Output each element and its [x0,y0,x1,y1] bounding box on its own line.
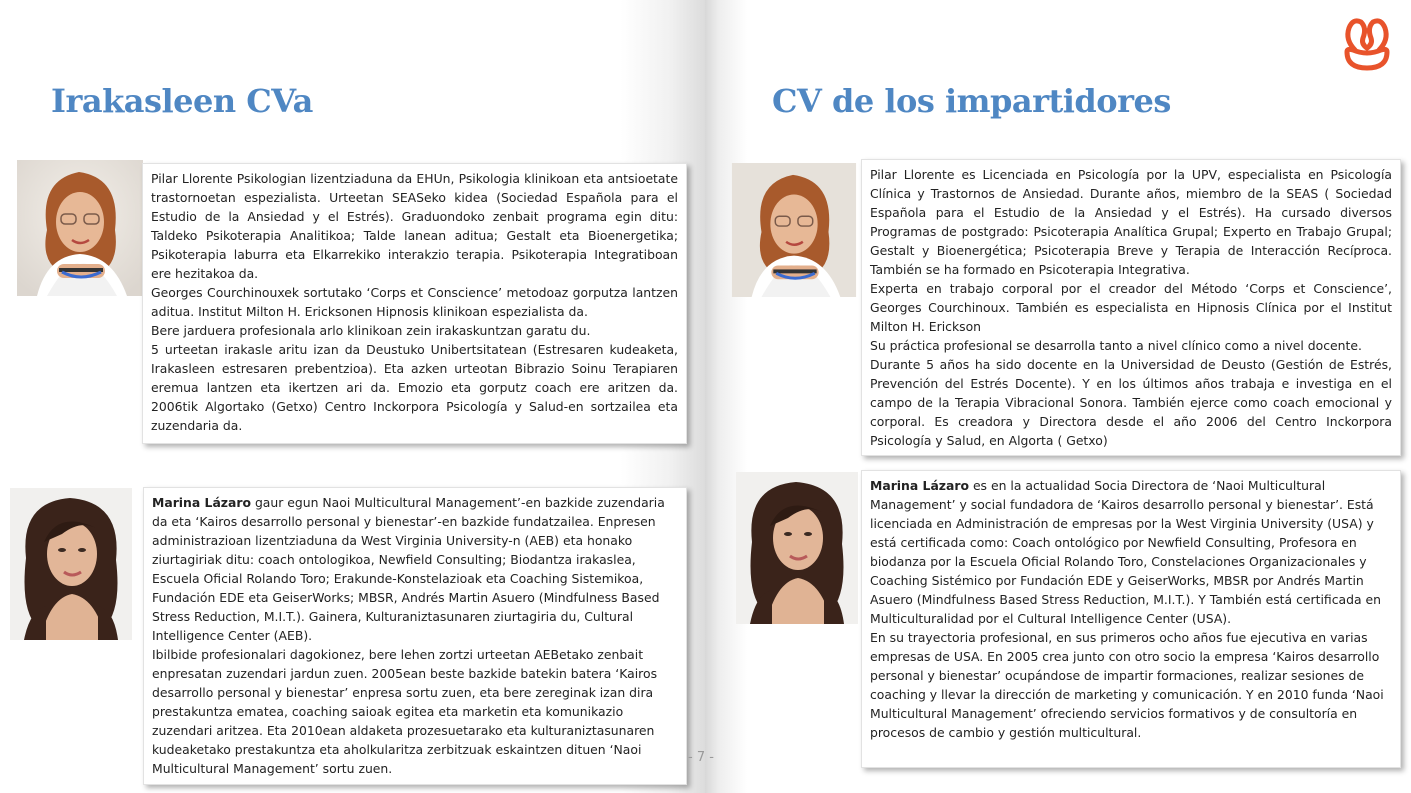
marina-photo [10,488,132,640]
right-page-title: CV de los impartidores [772,82,1171,120]
pilar-eu-paragraph: Bere jarduera profesionala arlo klinikoan zein irakaskuntzan garatu du. [151,323,591,338]
pilar-es-paragraph: Su práctica profesional se desarrolla tanto a nivel clínico como a nivel docente. [870,338,1362,353]
pilar-eu-paragraph: Pilar Llorente Psikologian lizentziaduna da EHUn, Psikologia klinikoan eta antsioetate trastornoetan espezialista. Urteetan SEASeko kidea (Sociedad Española para el Estudio de la Ansiedad y el Estrés). Graduondoko zenbait programa egin ditu: Taldeko Psikoterapia Analitikoa; Talde lanean aditua; Gestalt eta Bioenergetika; Psikoterapia laburra eta Elkarrekiko interakzio terapia. Psikoterapia Integratiboan ere hezitakoa da. [151,171,678,281]
pilar-photo [731,163,857,297]
pilar-es-paragraph: Pilar Llorente es Licenciada en Psicología por la UPV, especialista en Psicología Clínica y Trastornos de Ansiedad. Durante años, miembro de la SEAS ( Sociedad Española para el Estudio de la Ansiedad y el Estrés). Ha cursado diversos Programas de postgrado: Psicoterapia Analítica Grupal; Experto en Trabajo Grupal; Gestalt y Bioenergética; Psicoterapia Breve y Terapia de Interacción Recíproca. También se ha formado en Psicoterapia Integrativa. [870,167,1392,277]
marina-es-intro [870,476,1392,628]
orange-bag-logo-icon [1337,14,1397,74]
pilar-photo [17,160,143,296]
marina-es-intro-text: es en la actualidad Socia Directora de ‘Naoi Multicultural Management’ y social fundadora de ‘Kairos desarrollo personal y bienestar’. Está licenciada en Administración de empresas por la West Virginia University (USA) y está certificada como: Coach ontológico por Newfield Consulting, Profesora en biodanza por la Escuela Oficial Rolando Toro, Constelaciones Organizacionales y Coaching Sistémico por Fundación EDE y GeiserWorks, MBSR por Andrés Martin Asuero (Mindfulness Based Stress Reduction, M.I.T.). Y También está certificada en Multiculturalidad por el Cultural Intelligence Center (USA). [870,478,1381,626]
marina-cv-card-es [861,470,1401,768]
marina-es-paragraph: En su trayectoria profesional, en sus primeros ocho años fue ejecutiva en varias empresas de USA. En 2005 crea junto con otro socio la empresa ‘Kairos desarrollo personal y bienestar’ ocupándose de impartir formaciones, realizar sesiones de coaching y llevar la dirección de marketing y comunicación. Y en 2010 funda ‘Naoi Multicultural Management’ ofreciendo servicios formativos y de consultoría en procesos de cambio y gestión multicultural. [870,630,1384,740]
marina-eu-intro-text: gaur egun Naoi Multicultural Management’-en bazkide zuzendaria da eta ‘Kairos desarrollo personal y bienestar’-en bazkide fundatzailea. Enpresen administrazioan lizentziaduna da West Virginia University-n (AEB) eta honako ziurtagiriak ditu: coach ontologikoa, Newfield Consulting; Biodantza irakaslea, Escuela Oficial Rolando Toro; Erakunde-Konstelazioak eta Coaching Sistemikoa, Fundación EDE eta GeiserWorks; MBSR, Andrés Martin Asuero (Mindfulness Based Stress Reduction, M.I.T.). Gainera, Kulturaniztasunaren ziurtagiria du, Cultural Intelligence Center (AEB). [152,495,665,643]
marina-eu-paragraph: Ibilbide profesionalari dagokionez, bere lehen zortzi urteetan AEBetako zenbait enpresatan zuzendari jardun zuen. 2005ean beste bazkide batekin batera ‘Kairos desarrollo personal y bienestar’ enpresa sortu zuen, eta bere zereginak izan dira prestakuntza ematea, coaching saioak egitea eta marketin eta komunikazio zuzendari aritzea. Eta 2010ean aldaketa prozesuetarako eta kulturaniztasunaren kudeaketako prestakuntza eta aholkularitza zerbitzuak eskaintzen dituen ‘Naoi Multicultural Management’ sortu zuen. [152,647,658,776]
pilar-es-paragraph: Experta en trabajo corporal por el creador del Método ‘Corps et Conscience’, Georges Courchinoux. También es especialista en Hipnosis Clínica por el Institut Milton H. Erickson [870,281,1392,334]
marina-eu-intro [152,493,678,645]
pilar-cv-card-es [861,159,1401,456]
marina-eu-name: Marina Lázaro [152,495,251,510]
pilar-es-paragraph: Durante 5 años ha sido docente en la Universidad de Deusto (Gestión de Estrés, Prevención del Estrés Docente). Y en los últimos años trabaja e investiga en el campo de la Terapia Vibracional Sonora. También ejerce como coach emocional y corporal. Es creadora y Directora desde el año 2006 del Centro Inckorpora Psicología y Salud, en Algorta ( Getxo) [870,357,1392,448]
marina-es-name: Marina Lázaro [870,478,969,493]
pilar-eu-paragraph: 5 urteetan irakasle aritu izan da Deustuko Unibertsitatean (Estresaren kudeaketa, Irakasleen estresaren prebentzioa). Eta azken urteotan Bibrazio Soinu Terapiaren eremua lantzen eta ikertzen ari da. Emozio eta gorputz coach ere aritzen da. 2006tik Algortako (Getxo) Centro Inckorpora Psicología y Salud-en sortzailea eta zuzendaria da. [151,342,678,433]
left-page-title: Irakasleen CVa [51,82,313,120]
pilar-cv-card-eu [142,163,687,444]
marina-cv-card-eu [143,487,687,785]
marina-photo [736,472,858,624]
page-number: - 7 - [688,750,714,765]
pilar-eu-paragraph: Georges Courchinouxek sortutako ‘Corps et Conscience’ metodoaz gorputza lantzen aditua. Institut Milton H. Ericksonen Hipnosis klinikoan espezialista da. [151,285,678,319]
